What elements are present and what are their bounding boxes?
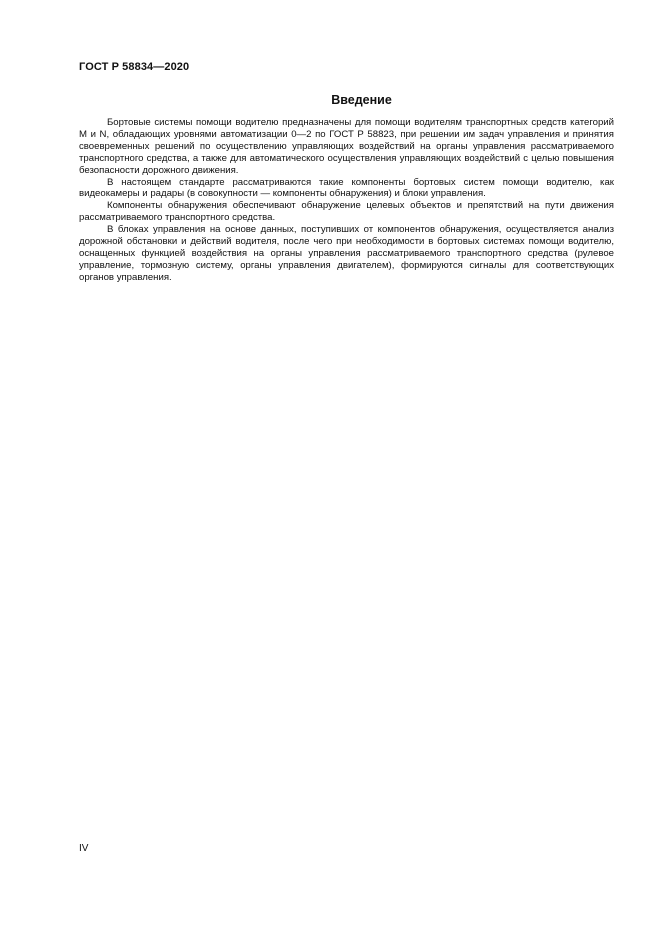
page-number: IV: [79, 843, 89, 854]
paragraph: В блоках управления на основе данных, поступивших от компонентов обнаружения, осуществляется анализ дорожной обстановки и действий водителя, после чего при необходимости в бортовых системах помощи водителю, оснащенных функцией воздействия на органы управления рассматриваемого транспортного средства (рулевое управление, тормозную систему, органы управления двигателем), формируются сигналы для соответствующих органов управления.: [79, 224, 614, 283]
section-title: Введение: [331, 93, 392, 107]
introduction-body: [79, 117, 614, 284]
paragraph: Бортовые системы помощи водителю предназначены для помощи водителям транспортных средств категорий M и N, обладающих уровнями автоматизации 0—2 по ГОСТ Р 58823, при решении им задач управления и принятия своевременных решений по осуществлению управляющих воздействий на органы управления рассматриваемого транспортного средства, а также для автоматического осуществления управляющих воздействий с целью повышения безопасности дорожного движения.: [79, 117, 614, 176]
paragraph: В настоящем стандарте рассматриваются такие компоненты бортовых систем помощи водителю, как видеокамеры и радары (в совокупности — компоненты обнаружения) и блоки управления.: [79, 176, 614, 200]
standard-id-header: ГОСТ Р 58834—2020: [79, 61, 190, 73]
paragraph: Компоненты обнаружения обеспечивают обнаружение целевых объектов и препятствий на пути движения рассматриваемого транспортного средства.: [79, 200, 614, 224]
